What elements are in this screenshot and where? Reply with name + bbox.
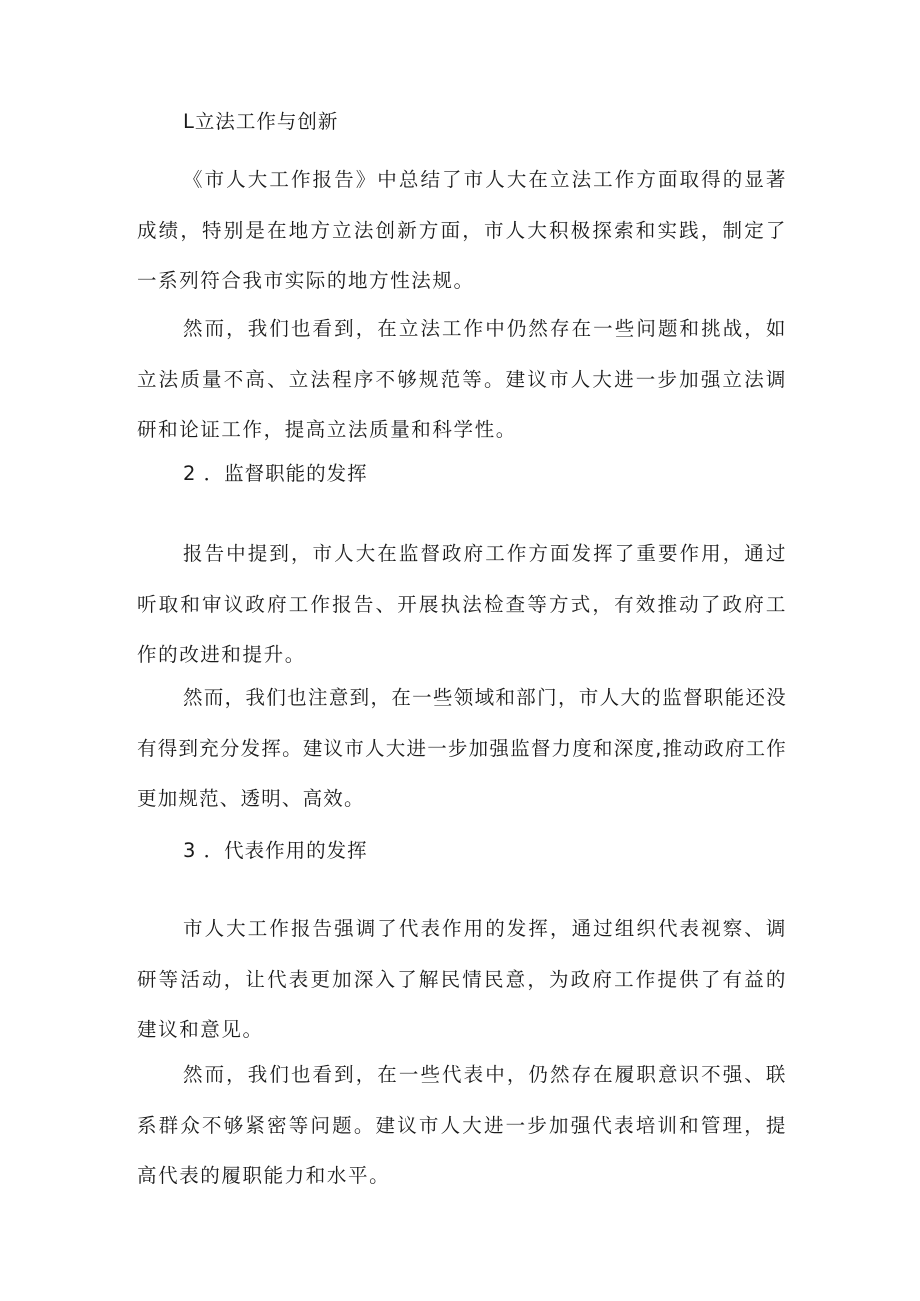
section-heading-deputies: 3 ．代表作用的发挥	[183, 839, 368, 862]
paragraph-legislation-achievements: 《市人大工作报告》中总结了市人大在立法工作方面取得的显著成绩，特别是在地方立法创新方面，市人大积极探索和实践，制定了一系列符合我市实际的地方性法规。	[137, 168, 787, 292]
paragraph-legislation-challenges: 然而，我们也看到，在立法工作中仍然存在一些问题和挑战，如立法质量不高、立法程序不够规范等。建议市人大进一步加强立法调研和论证工作，提高立法质量和科学性。	[137, 317, 787, 441]
section-heading-supervision: 2 ．监督职能的发挥	[183, 462, 368, 485]
paragraph-deputies-issues: 然而，我们也看到，在一些代表中，仍然存在履职意识不强、联系群众不够紧密等问题。建议市人大进一步加强代表培训和管理，提高代表的履职能力和水平。	[137, 1063, 787, 1187]
section-heading-legislation: L立法工作与创新	[183, 110, 339, 133]
paragraph-supervision-issues: 然而，我们也注意到，在一些领域和部门，市人大的监督职能还没有得到充分发挥。建议市人大进一步加强监督力度和深度,推动政府工作更加规范、透明、高效。	[137, 686, 787, 810]
paragraph-deputies-role: 市人大工作报告强调了代表作用的发挥，通过组织代表视察、调研等活动，让代表更加深入了解民情民意，为政府工作提供了有益的建议和意见。	[137, 917, 787, 1041]
paragraph-supervision-role: 报告中提到，市人大在监督政府工作方面发挥了重要作用，通过听取和审议政府工作报告、开展执法检查等方式，有效推动了政府工作的改进和提升。	[137, 542, 787, 666]
